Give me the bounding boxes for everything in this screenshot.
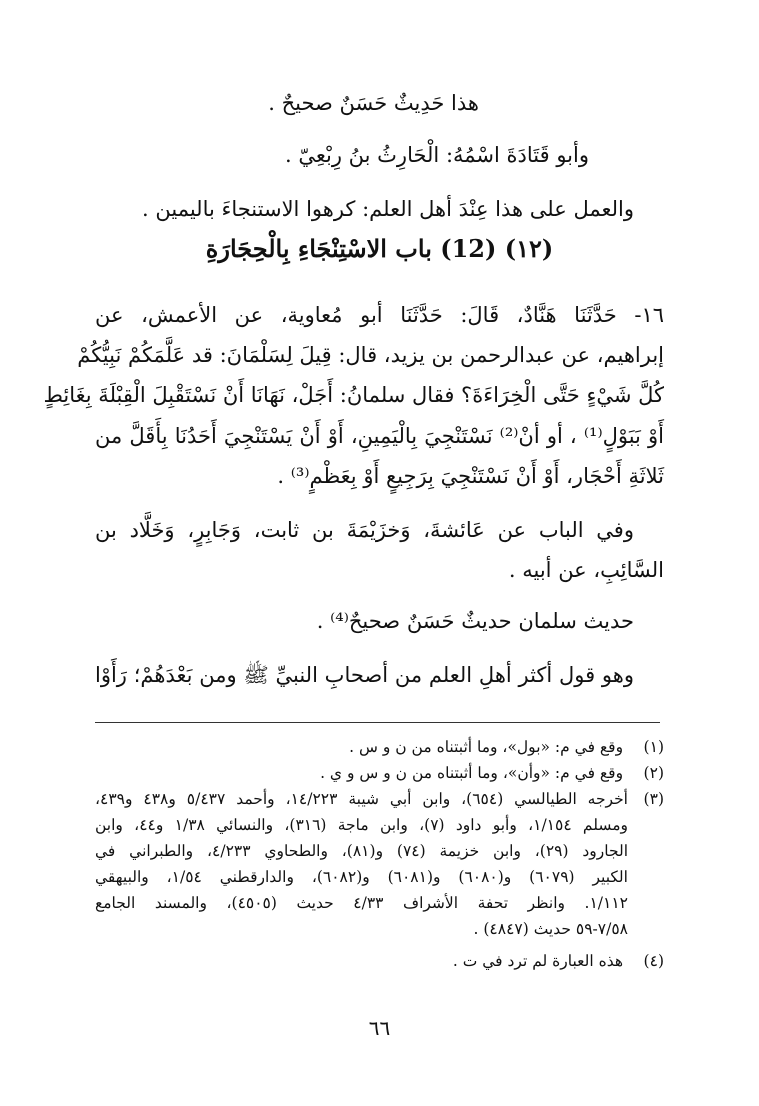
hadith-line-5: ثَلاثَةِ أَحْجَار، أَوْ أَنْ نَسْتَنْجِيَ بِرَجِيعٍ أَوْ بِعَظْمٍ⁽³⁾ . bbox=[277, 464, 664, 488]
grading-line: حديث سلمان حديثٌ حَسَنٌ صحيحٌ⁽⁴⁾ . bbox=[316, 609, 634, 633]
chapter-heading: (١٢) (12) باب الاسْتِنْجَاءِ بِالْحِجَارَةِ bbox=[205, 234, 554, 263]
scholars-line: وهو قول أكثر أهلِ العلم من أصحابِ النبيِّ ﷺ ومن بَعْدَهُمْ؛ رَأَوْا bbox=[95, 663, 634, 687]
bab-line-1: وفي الباب عن عَائشةَ، وَخزَيْمَةَ بن ثابت، وَجَابِرٍ، وَخَلَّاد بن bbox=[95, 518, 634, 542]
footnote-4 bbox=[95, 950, 664, 973]
hadith-line-3: كُلَّ شَيْءٍ حَتَّى الْخِرَاءَةَ؟ فقال سلمانُ: أَجَلْ، نَهَانَا أَنْ نَسْتَقْبِلَ الْقِبْلَةَ بِغَائِطٍ bbox=[43, 383, 664, 407]
hadith-line-2: إبراهيم، عن عبدالرحمن بن يزيد، قال: قِيلَ لِسَلْمَانَ: قد عَلَّمَكُمْ نَبِيُّكُمْ bbox=[77, 343, 664, 367]
footnote-number: (٢) bbox=[643, 764, 664, 782]
footnote-number: (١) bbox=[643, 738, 664, 756]
footnote-3-line-5: ١/١١٢. وانظر تحفة الأشراف ٤/٣٣ حديث (٤٥٠٥)، والمسند الجامع bbox=[95, 894, 628, 912]
footnote-text: وقع في م: «وأن»، وما أثبتناه من ن و س و ي . bbox=[320, 764, 624, 782]
footnote-3-line-2: ومسلم ١/١٥٤، وأبو داود (٧)، وابن ماجة (٣١٦)، والنسائي ١/٣٨ و٤٤، وابن bbox=[95, 816, 628, 834]
footnote-3-line-3: الجارود (٢٩)، وابن خزيمة (٧٤) و(٨١)، والطحاوي ٤/٢٣٣، والطبراني في bbox=[95, 842, 628, 860]
footnote-text: هذه العبارة لم ترد في ت . bbox=[452, 952, 624, 970]
text-line-3: والعمل على هذا عِنْدَ أهل العلم: كرهوا الاستنجاءَ باليمين . bbox=[142, 197, 634, 221]
footnote-3-line-6: ٧/٥٨-٥٩ حديث (٤٨٤٧) . bbox=[473, 920, 628, 938]
footnote-1 bbox=[95, 736, 664, 759]
page-number: ٦٦ bbox=[368, 1016, 391, 1040]
hadith-line-4: أَوْ بَبَوْلٍ⁽¹⁾ ، أو أنْ⁽²⁾ نَسْتَنْجِيَ بِالْيَمِينِ، أَوْ أَنْ يَسْتَنْجِيَ أَحَدُنَا بِأَقَلَّ من bbox=[95, 424, 664, 448]
footnote-number: (٤) bbox=[643, 952, 664, 970]
bab-line-2: السَّائِبِ، عن أبيه . bbox=[508, 558, 664, 582]
text-line-2: وأبو قَتَادَةَ اسْمُهُ: الْحَارِثُ بنُ رِبْعِيّ . bbox=[285, 143, 589, 167]
text-line-1: هذا حَدِيثٌ حَسَنٌ صحيحٌ . bbox=[268, 91, 479, 115]
footnote-2 bbox=[95, 762, 664, 785]
footnote-number: (٣) bbox=[643, 790, 664, 808]
footnote-3-line-1: أخرجه الطيالسي (٦٥٤)، وابن أبي شيبة ١٤/٢٢٣، وأحمد ٥/٤٣٧ و٤٣٨ و٤٣٩، bbox=[95, 790, 628, 808]
footnote-text: وقع في م: «بول»، وما أثبتناه من ن و س . bbox=[349, 738, 624, 756]
footnote-3-line-4: الكبير (٦٠٧٩) و(٦٠٨٠) و(٦٠٨١) و(٦٠٨٢)، والدارقطني ١/٥٤، والبيهقي bbox=[95, 868, 628, 886]
footnote-divider bbox=[95, 722, 660, 723]
hadith-line-1: ١٦- حَدَّثَنَا هَنَّادٌ، قَالَ: حَدَّثَنَا أبو مُعاوية، عن الأعمش، عن bbox=[95, 303, 664, 327]
